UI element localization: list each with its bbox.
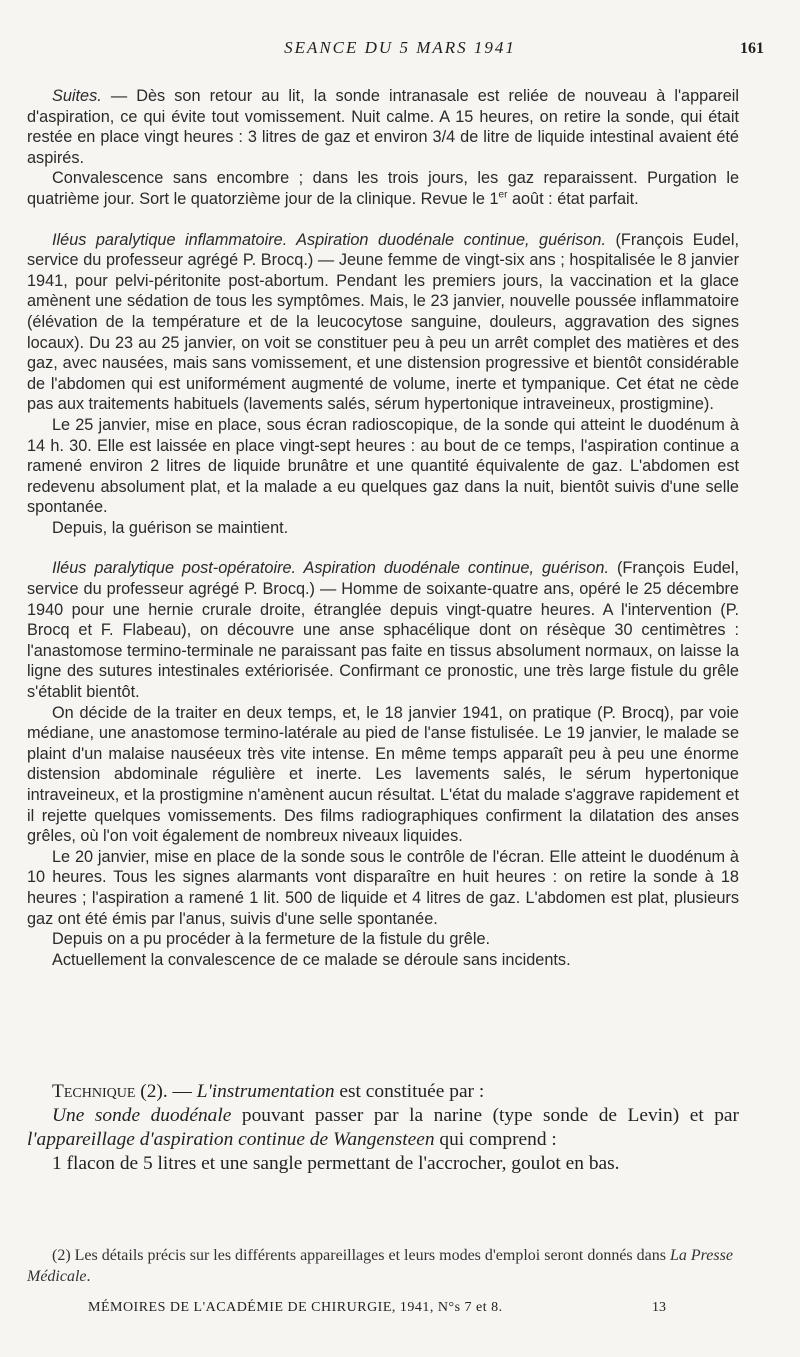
case2-paragraph-3: Le 20 janvier, mise en place de la sonde sous le contrôle de l'écran. Elle atteint le duodénum à 10 heures. Tous les signes alarmants vont disparaître en huit heures : on retire la sonde à 18 heures ; l'aspiration a ramené 1 lit. 500 de liquide et 4 litres de gaz. L'abdomen est plat, plusieurs gaz ont été émis par l'anus, suivis d'une selle spontanée. [27, 847, 739, 928]
page-number: 161 [740, 40, 764, 57]
paragraph-text: est constituée par : [334, 1081, 485, 1102]
paragraph-convalescence [27, 168, 739, 209]
paragraph-text: pouvant passer par la narine (type sonde de Levin) et par [231, 1105, 739, 1126]
superscript: er [498, 189, 508, 201]
instrumentation-term: L'instrumentation [196, 1081, 335, 1102]
footnote-body: (2) Les détails précis sur les différents appareillages et leurs modes d'emploi seront donnés dans [52, 1247, 670, 1264]
page-header [0, 38, 800, 62]
technique-section [27, 1080, 739, 1176]
technique-label: Technique [52, 1081, 136, 1102]
technique-heading [27, 1080, 739, 1104]
footnote-ref: (2). — [135, 1081, 197, 1102]
case2-paragraph-2: On décide de la traiter en deux temps, et, le 18 janvier 1941, on pratique (P. Brocq), par voie médiane, une anastomose termino-latérale au pied de l'anse fistulisée. Le 19 janvier, le malade se plaint d'un malaise nauséeux très vite intense. En même temps apparaît peu à peu une énorme distension abdominale régulière et inerte. Les lavements salés, le sérum hypertonique intraveineux, et la prostigmine n'amènent aucun résultat. L'état du malade s'aggrave rapidement et il rejette quelques vomissements. Des films radiographiques confirment la dilatation des anses grêles, où l'on voit également de nombreux niveaux liquides. [27, 703, 739, 846]
paragraph-text: août : état parfait. [507, 189, 639, 208]
case1-title: Iléus paralytique inflammatoire. Aspiration duodénale continue, guérison. [52, 230, 607, 249]
footnote-text [27, 1246, 739, 1287]
paragraph-text: Convalescence sans encombre ; dans les trois jours, les gaz reparaissent. Purgation le quatrième jour. Sort le quatorzième jour de la clinique. Revue le 1 [27, 169, 739, 208]
paragraph-text: (François Eudel, service du professeur agrégé P. Brocq.) — Jeune femme de vingt-six ans ; hospitalisée le 8 janvier 1941, pour pelvi-péritonite post-abortum. Pendant les premiers jours, la vaccination et la glace amènent une sédation de tous les symptômes. Mais, le 23 janvier, nouvelle poussée inflammatoire (élévation de la température et de la leucocytose sanguine, douleurs, aggravation des signes locaux). Du 23 au 25 janvier, on voit se constituer peu à peu un arrêt complet des matières et des gaz, avec nausées, mais sans vomissement, et une distension progressive et bientôt considérable de l'abdomen qui est uniformément augmenté de volume, inerte et tympanique. Cet état ne cède pas aux traitements habituels (lavements salés, sérum hypertonique intraveineux, prostigmine). [27, 230, 739, 414]
technique-sonde [27, 1104, 739, 1152]
case1-paragraph-2: Le 25 janvier, mise en place, sous écran radioscopique, de la sonde qui atteint le duodénum à 14 h. 30. Elle est laissée en place vingt-sept heures : au bout de ce temps, l'aspiration continue a ramené environ 2 litres de liquide brunâtre et une quantité équivalente de gaz. L'abdomen est redevenu absolument plat, et la malade a eu quelques gaz dans la nuit, bientôt suivis d'une selle spontanée. [27, 415, 739, 517]
footnote [27, 1246, 739, 1287]
main-text [27, 86, 739, 970]
technique-flacon: 1 flacon de 5 litres et une sangle permettant de l'accrocher, goulot en bas. [52, 1153, 620, 1174]
case2-title: Iléus paralytique post-opératoire. Aspiration duodénale continue, guérison. [52, 559, 609, 578]
case2-paragraph-5: Actuellement la convalescence de ce malade se déroule sans incidents. [52, 950, 571, 969]
case1-paragraph-1 [27, 230, 739, 415]
running-title: SEANCE DU 5 MARS 1941 [284, 38, 516, 57]
suites-label: Suites. [52, 87, 102, 105]
page-footer [0, 1300, 800, 1320]
paragraph-text: (François Eudel, service du professeur agrégé P. Brocq.) — Homme de soixante-quatre ans, opéré le 25 décembre 1940 pour une hernie crurale droite, étranglée depuis vingt-quatre heures. A l'intervention (P. Brocq et F. Flabeau), on découvre une anse sphacélique dont on résèque 30 centimètres : l'anastomose termino-terminale ne paraissant pas faite en tissus absolument normaux, on laisse la ligne des sutures intestinales extériorisée. Confirmant ce pronostic, une très large fistule du grêle s'établit bientôt. [27, 559, 739, 702]
signature-mark: 13 [652, 1300, 666, 1315]
sonde-term: Une sonde duodénale [52, 1105, 232, 1126]
journal-name: La Presse Médicale [27, 1247, 733, 1285]
appareillage-term: l'appareillage d'aspiration continue de Wangensteen [27, 1129, 435, 1150]
paragraph-text: qui comprend : [434, 1129, 557, 1150]
case2-paragraph-4: Depuis on a pu procéder à la fermeture de la fistule du grêle. [52, 930, 491, 949]
case1-paragraph-3: Depuis, la guérison se maintient. [52, 518, 289, 537]
paragraph-text: — Dès son retour au lit, la sonde intranasale est reliée de nouveau à l'appareil d'aspiration, ce qui évite tout vomissement. Nuit calme. A 15 heures, on retire la sonde, qui était restée en place vingt heures : 3 litres de gaz et environ 3/4 de litre de liquide intestinal avaient été aspirés. [27, 87, 739, 167]
footnote-end: . [86, 1267, 91, 1285]
journal-citation: MÉMOIRES DE L'ACADÉMIE DE CHIRURGIE, 1941, N°s 7 et 8. [88, 1300, 503, 1315]
case2-paragraph-1 [27, 558, 739, 702]
paragraph-suites [27, 86, 739, 168]
